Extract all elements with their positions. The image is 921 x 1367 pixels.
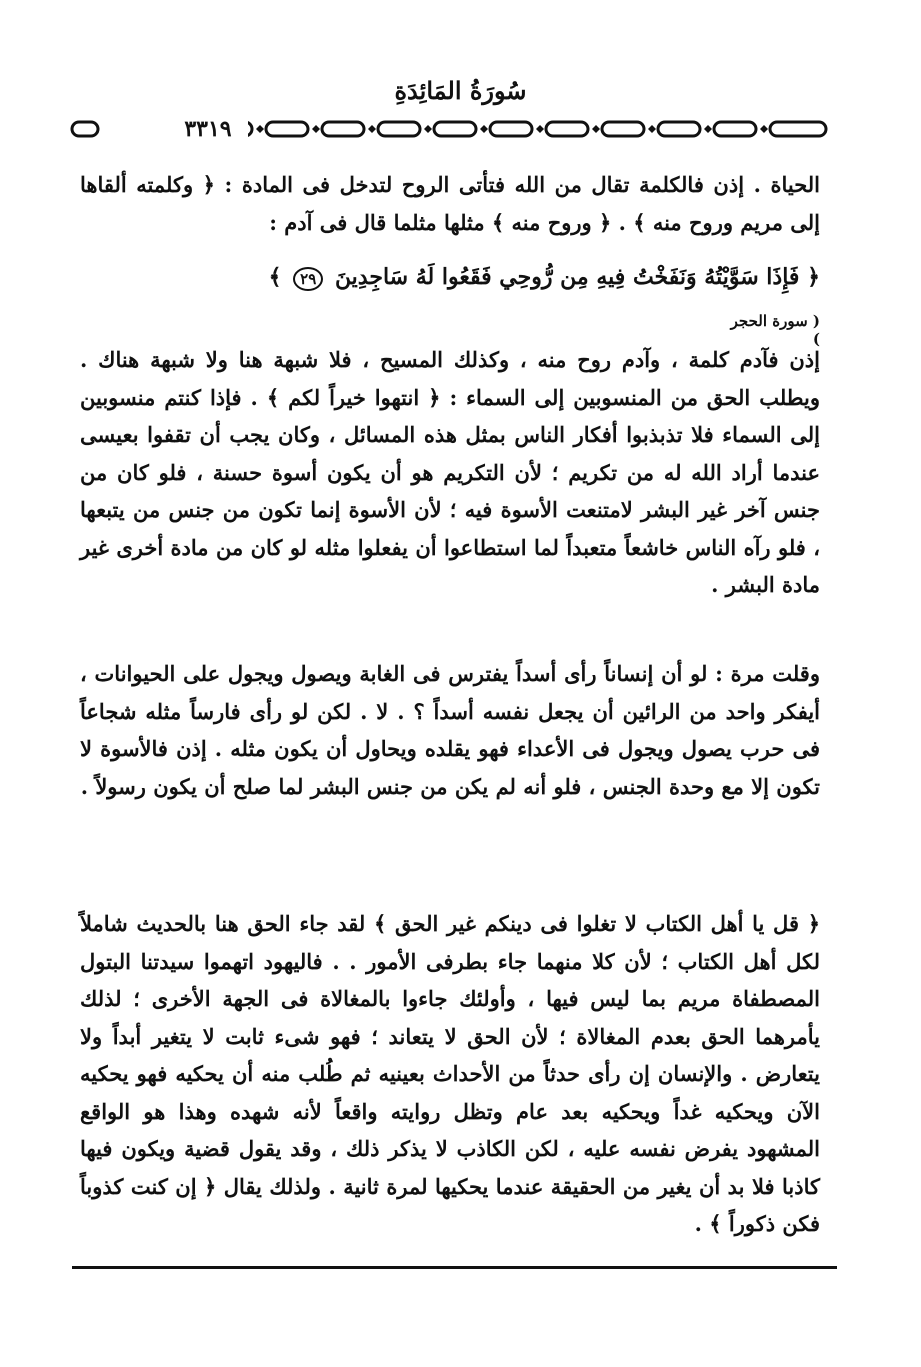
verse-open-bracket-icon: ﴿ [807, 264, 820, 290]
paragraph-2-text: إذن فآدم كلمة ، وآدم روح منه ، وكذلك المسيح ، فلا شبهة هنا ولا شبهة هناك . ويطلب الحق من المنسوبين إلى السماء : ﴿ انتهوا خيراً لكم ﴾ . فإذا كنتم منسوبين إلى السماء فلا تذبذبوا أفكار الناس بمثل هذه المسائل ، وكان يجب أن تقفوا بعيسى عندما أراد الله له من تكريم ؛ لأن التكريم هو أن يكون أسوة حسنة ، فلو كان من جنس آخر غير البشر لامتنعت الأسوة فيه ؛ لأن الأسوة إنما تكون من جنس من يتبعها ، فلو رآه الناس خاشعاً متعبداً لما استطاعوا أن يفعلوا مثله لو كان من مادة أخرى غير مادة البشر . [80, 347, 820, 597]
quran-verse [80, 264, 820, 291]
paragraph-4 [80, 905, 820, 1243]
sura-title: سُورَةُ المَائِدَةِ [394, 76, 527, 105]
bottom-divider [72, 1266, 837, 1269]
verse-reference: ( سورة الحجر ) [730, 312, 820, 348]
paragraph-3-text: وقلت مرة : لو أن إنساناً رأى أسداً يفترس فى الغابة ويصول ويجول على الحيوانات ، أيفكر واحد من الرائين أن يجعل نفسه أسداً ؟ . لا . لكن لو رأى فارساً مثله شجاعاً فى حرب يصول ويجول فى الأعداء فهو يقلده ويحاول أن يكون مثله . إذن فالأسوة لا تكون إلا مع وحدة الجنس ، فلو أنه لم يكن من جنس البشر لما صلح أن يكون رسولاً . [80, 661, 820, 799]
verse-number: ٢٩ [293, 267, 323, 291]
paragraph-3 [80, 655, 820, 805]
verse-text: فَإِذَا سَوَّيْتُهُ وَنَفَخْتُ فِيهِ مِن رُّوحِي فَقَعُوا لَهُ سَاجِدِينَ [334, 264, 800, 290]
paragraph-2 [80, 341, 820, 604]
verse-close-bracket-icon: ﴾ [268, 264, 282, 290]
paragraph-1 [80, 166, 820, 241]
paragraph-4-text: ﴿ قل يا أهل الكتاب لا تغلوا فى دينكم غير الحق ﴾ لقد جاء الحق هنا بالحديث شاملاً لكل أهل الكتاب ؛ لأن كلا منهما جاء بطرفى الأمور . . فاليهود اتهموا سيدتنا البتول المصطفاة مريم بما ليس فيها ، وأولئك جاءوا بالمغالاة فى الجهة الأخرى ؛ لذلك يأمرهما الحق بعدم المغالاة ؛ لأن الحق لا يتعاند ؛ فهو شىء ثابت لا يتغير أبداً ولا يتعارض . والإنسان إن رأى حدثاً من الأحداث بعينيه ثم طُلب منه أن يحكيه فهو يحكيه الآن ويحكيه غداً ويحكيه بعد عام وتظل روايته واقعاً لأنه شهده وهذا هو الواقع المشهود يفرض نفسه عليه ، لكن الكاذب لا يذكر ذلك ، وقد يقول قضية ويكون فيها كاذبا فلا بد أن يغير من الحقيقة عندما يحكيها لمرة ثانية . ولذلك يقال ﴿ إن كنت كذوباً فكن ذكوراً ﴾ . [80, 911, 820, 1236]
paragraph-1-text: الحياة . إذن فالكلمة تقال من الله فتأتى الروح لتدخل فى المادة : ﴿ وكلمته ألقاها إلى مريم وروح منه ﴾ . ﴿ وروح منه ﴾ مثلها مثلما قال فى آدم : [80, 172, 820, 235]
ornamental-header-band [70, 114, 832, 144]
page-number: ٣٣١٩ [168, 115, 248, 143]
